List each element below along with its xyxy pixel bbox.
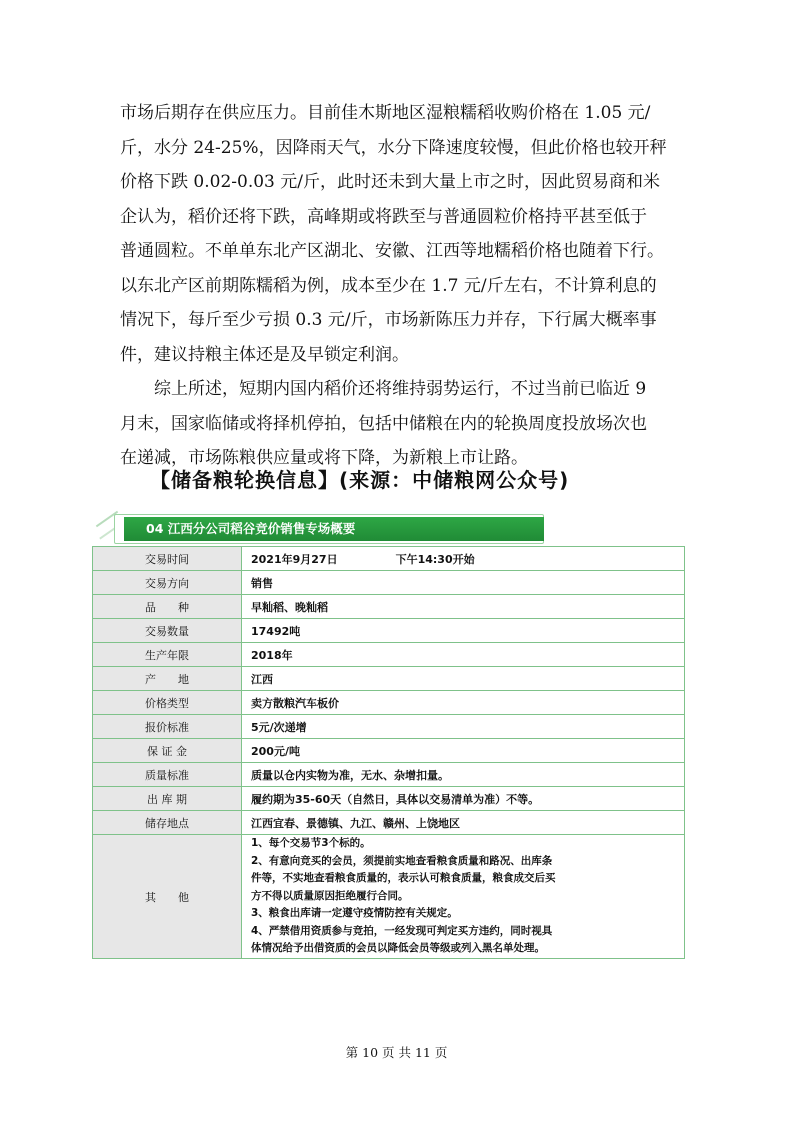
row-value: 2018年 (242, 643, 685, 667)
row-key: 品 种 (93, 595, 242, 619)
text-line: 月末，国家临储或将择机停拍，包括中储粮在内的轮换周度投放场次也 (120, 413, 647, 434)
note-line: 4、严禁借用资质参与竞拍，一经发现可判定买方违约，同时视具 (251, 924, 553, 937)
table-row (93, 739, 685, 763)
row-key: 价格类型 (93, 691, 242, 715)
row-key: 质量标准 (93, 763, 242, 787)
note-line: 2、有意向竞买的会员，须提前实地查看粮食质量和路况、出库条 (251, 854, 553, 867)
table-row (93, 811, 685, 835)
row-key: 其 他 (93, 835, 242, 959)
table-row (93, 667, 685, 691)
text-line: 综上所述，短期内国内稻价还将维持弱势运行，不过当前已临近 9 (154, 379, 647, 399)
table-row (93, 571, 685, 595)
table-row (93, 547, 685, 571)
row-value: 销售 (242, 571, 685, 595)
row-key: 交易时间 (93, 547, 242, 571)
table-row (93, 763, 685, 787)
page-footer: 第 10 页 共 11 页 (345, 1045, 448, 1060)
row-key: 交易数量 (93, 619, 242, 643)
text-line: 价格下跌 0.02-0.03 元/斤，此时还未到大量上市之时，因此贸易商和米 (120, 172, 660, 192)
text-line: 普通圆粒。不单单东北产区湖北、安徽、江西等地糯稻价格也随着下行。 (120, 241, 664, 261)
text-line: 件，建议持粮主体还是及早锁定利润。 (120, 344, 409, 365)
auction-info-card (92, 512, 685, 968)
text-line: 情况下，每斤至少亏损 0.3 元/斤，市场新陈压力并存，下行属大概率事 (120, 310, 657, 330)
paragraph-1 (120, 96, 680, 372)
row-value: 200元/吨 (242, 739, 685, 763)
section-title: 【储备粮轮换信息】(来源：中储粮网公众号) (150, 468, 570, 492)
row-value: 江西 (242, 667, 685, 691)
table-row (93, 619, 685, 643)
table-row (93, 787, 685, 811)
row-value (242, 547, 685, 571)
row-value: 江西宜春、景德镇、九江、赣州、上饶地区 (242, 811, 685, 835)
row-key: 出 库 期 (93, 787, 242, 811)
row-key: 报价标准 (93, 715, 242, 739)
paragraph-2 (120, 372, 680, 476)
note-line: 1、每个交易节3个标的。 (251, 837, 371, 850)
table-row (93, 643, 685, 667)
table-row-other (93, 835, 685, 959)
note-line: 件等，不实地查看粮食质量的，表示认可粮食质量，粮食成交后买 (251, 872, 556, 885)
table-row (93, 715, 685, 739)
card-header: 04 江西分公司稻谷竞价销售专场概要 (124, 517, 544, 541)
row-key: 产 地 (93, 667, 242, 691)
trade-time: 下午14:30开始 (395, 552, 475, 566)
row-value: 早籼稻、晚籼稻 (242, 595, 685, 619)
row-value: 17492吨 (242, 619, 685, 643)
text-line: 在递减，市场陈粮供应量或将下降，为新粮上市让路。 (120, 448, 528, 468)
note-line: 3、粮食出库请一定遵守疫情防控有关规定。 (251, 907, 458, 920)
trade-date: 2021年9月27日 (251, 552, 338, 566)
row-value: 卖方散粮汽车板价 (242, 691, 685, 715)
table-row (93, 691, 685, 715)
row-key: 保 证 金 (93, 739, 242, 763)
text-line: 斤，水分 24-25%，因降雨天气，水分下降速度较慢，但此价格也较开秤 (120, 137, 667, 158)
row-value-other (242, 835, 685, 959)
note-line: 方不得以质量原因拒绝履行合同。 (251, 889, 409, 902)
table-row (93, 595, 685, 619)
row-key: 交易方向 (93, 571, 242, 595)
row-value: 质量以仓内实物为准，无水、杂增扣量。 (242, 763, 685, 787)
info-table (92, 546, 685, 959)
row-key: 生产年限 (93, 643, 242, 667)
note-line: 体情况给予出借资质的会员以降低会员等级或列入黑名单处理。 (251, 942, 545, 955)
row-value: 履约期为35-60天（自然日，具体以交易清单为准）不等。 (242, 787, 685, 811)
row-value: 5元/次递增 (242, 715, 685, 739)
text-line: 企认为，稻价还将下跌，高峰期或将跌至与普通圆粒价格持平甚至低于 (120, 206, 647, 227)
row-key: 储存地点 (93, 811, 242, 835)
text-line: 以东北产区前期陈糯稻为例，成本至少在 1.7 元/斤左右，不计算利息的 (120, 275, 657, 296)
text-line: 市场后期存在供应压力。目前佳木斯地区湿粮糯稻收购价格在 1.05 元/ (120, 103, 651, 123)
